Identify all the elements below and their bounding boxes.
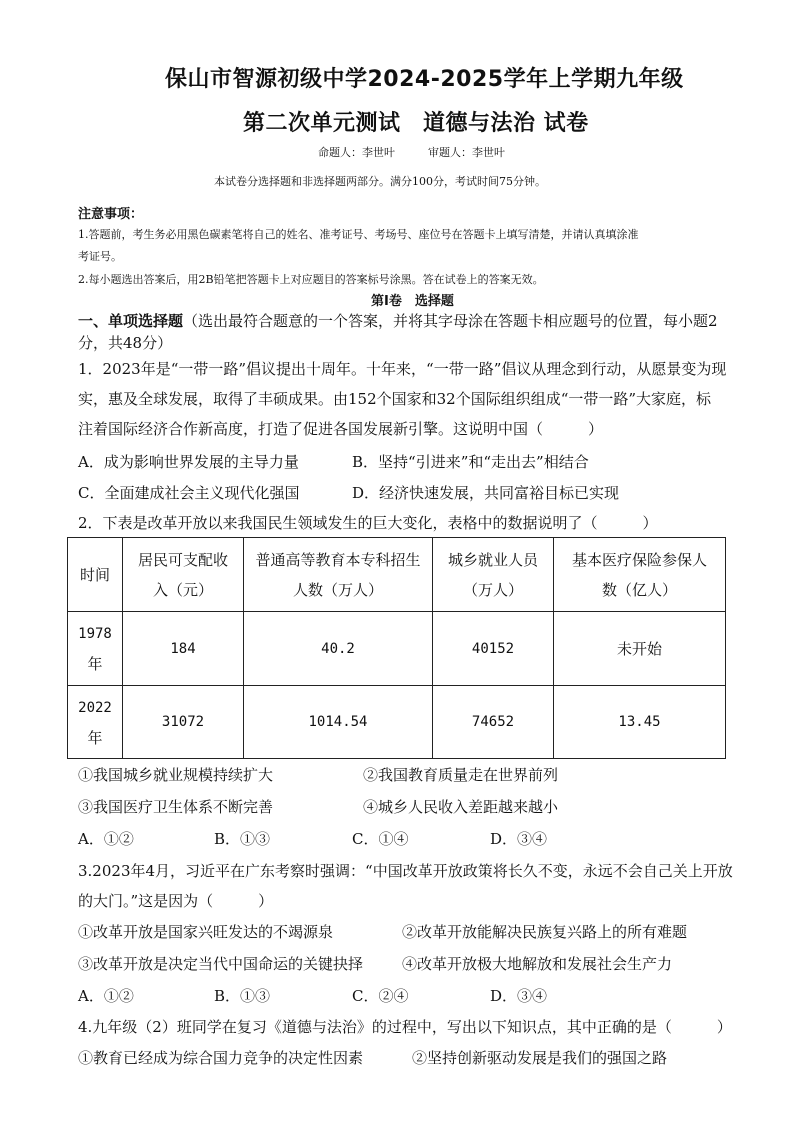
row2-year-unit: 年: [87, 728, 103, 747]
q4-statement-1: ①教育已经成为综合国力竞争的决定性因素: [78, 1049, 364, 1067]
row1-education: 40.2: [244, 612, 433, 686]
q1-option-a: A．成为影响世界发展的主导力量: [78, 453, 299, 471]
row2-year: [68, 686, 123, 759]
q3-statement-1: ①改革开放是国家兴旺发达的不竭源泉: [78, 923, 334, 941]
row1-year: [68, 612, 123, 686]
header-time-text: 时间: [79, 565, 110, 584]
row1-employment: 40152: [433, 612, 554, 686]
q4-statement-2: ②坚持创新驱动发展是我们的强国之路: [412, 1049, 668, 1067]
table-header-row: [68, 538, 726, 612]
q1-option-b: B．坚持“引进来”和“走出去”相结合: [352, 453, 589, 471]
part-instructions-line2: 分，共48分）: [78, 334, 173, 352]
q1-option-d: D．经济快速发展，共同富裕目标已实现: [352, 484, 620, 502]
header-edu-text-1: 普通高等教育本专科招生: [255, 550, 421, 569]
table-row: [68, 686, 726, 759]
q1-line2: 实，惠及全球发展，取得了丰硕成果。由152个国家和32个国际组织组成“一带一路”大家庭，标: [78, 390, 712, 408]
row1-year-text: 1978: [78, 626, 112, 642]
volume-heading: 第Ⅰ卷 选择题: [371, 294, 454, 309]
q3-statement-2: ②改革开放能解决民族复兴路上的所有难题: [402, 923, 688, 941]
q1-option-c: C．全面建成社会主义现代化强国: [78, 484, 300, 502]
notes-item1-line2: 考证号。: [78, 250, 122, 263]
table-header-employment: [433, 538, 554, 612]
q3-statement-3: ③改革开放是决定当代中国命运的关键抉择: [78, 955, 364, 973]
row2-education: 1014.54: [244, 686, 433, 759]
q2-statement-1: ①我国城乡就业规模持续扩大: [78, 766, 274, 784]
table-row: [68, 612, 726, 686]
row2-insurance: 13.45: [554, 686, 726, 759]
livelihood-data-table: [67, 537, 726, 759]
q3-line2: 的大门。”这是因为（ ）: [78, 892, 274, 910]
header-emp-text-2: （万人）: [462, 580, 523, 599]
q1-line3: 注着国际经济合作新高度，打造了促进各国发展新引擎。这说明中国（ ）: [78, 420, 604, 438]
table-header-time: [68, 538, 123, 612]
row1-year-unit: 年: [87, 655, 103, 673]
header-emp-text-1: 城乡就业人员: [447, 550, 538, 569]
exam-intro: 本试卷分选择题和非选择题两部分。满分100分，考试时间75分钟。: [214, 175, 546, 188]
exam-title-line2: 第二次单元测试 道德与法治 试卷: [243, 111, 589, 136]
q3-option-b: B．①③: [214, 987, 271, 1005]
notes-item1-line1: 1.答题前，考生务必用黑色碳素笔将自己的姓名、准考证号、考场号、座位号在答题卡上填写清楚，并请认真填涂准: [78, 228, 639, 241]
row2-income: 31072: [123, 686, 244, 759]
part-instructions-text: （选出最符合题意的一个答案，并将其字母涂在答题卡相应题号的位置，每小题2: [183, 312, 718, 330]
row1-income: 184: [123, 612, 244, 686]
q2-statement-3: ③我国医疗卫生体系不断完善: [78, 798, 274, 816]
table-header-education: [244, 538, 433, 612]
q4-line1: 4.九年级（2）班同学在复习《道德与法治》的过程中，写出以下知识点，其中正确的是（ ）: [78, 1018, 732, 1036]
q3-option-c: C．②④: [352, 987, 409, 1005]
q3-option-d: D．③④: [490, 987, 548, 1005]
q2-option-d: D．③④: [490, 830, 548, 848]
q2-option-a: A．①②: [78, 830, 134, 848]
header-income-text-1: 居民可支配收: [137, 550, 228, 569]
header-income-text-2: 入（元）: [152, 580, 213, 599]
header-ins-text-2: 数（亿人）: [601, 580, 677, 599]
part-instructions-line1: [78, 310, 718, 331]
table-header-insurance: [554, 538, 726, 612]
q2-stem: 2．下表是改革开放以来我国民生领域发生的巨大变化，表格中的数据说明了（ ）: [78, 514, 658, 532]
q3-option-a: A．①②: [78, 987, 134, 1005]
notes-item2: 2.每小题选出答案后，用2B铅笔把答题卡上对应题目的答案标号涂黑。答在试卷上的答案无效。: [78, 273, 544, 286]
header-ins-text-1: 基本医疗保险参保人: [571, 550, 707, 569]
exam-authors: 命题人：李世叶 审题人：李世叶: [318, 146, 505, 159]
notes-heading: 注意事项：: [78, 207, 144, 222]
row2-employment: 74652: [433, 686, 554, 759]
table-header-income: [123, 538, 244, 612]
q2-option-b: B．①③: [214, 830, 271, 848]
header-edu-text-2: 人数（万人）: [292, 580, 383, 599]
q1-line1: 1．2023年是“一带一路”倡议提出十周年。十年来，“一带一路”倡议从理念到行动，从愿景变为现: [78, 360, 727, 378]
row2-year-text: 2022: [78, 699, 112, 716]
q2-statement-2: ②我国教育质量走在世界前列: [363, 766, 559, 784]
q3-line1: 3.2023年4月，习近平在广东考察时强调：“中国改革开放政策将长久不变，永远不会自己关上开放: [78, 862, 733, 880]
q2-option-c: C．①④: [352, 830, 409, 848]
exam-title-line1: 保山市智源初级中学2024-2025学年上学期九年级: [165, 67, 684, 92]
part-title: 一、单项选择题: [78, 312, 184, 330]
q2-statement-4: ④城乡人民收入差距越来越小: [363, 798, 559, 816]
q3-statement-4: ④改革开放极大地解放和发展社会生产力: [402, 955, 673, 973]
row1-insurance: 未开始: [554, 612, 726, 686]
